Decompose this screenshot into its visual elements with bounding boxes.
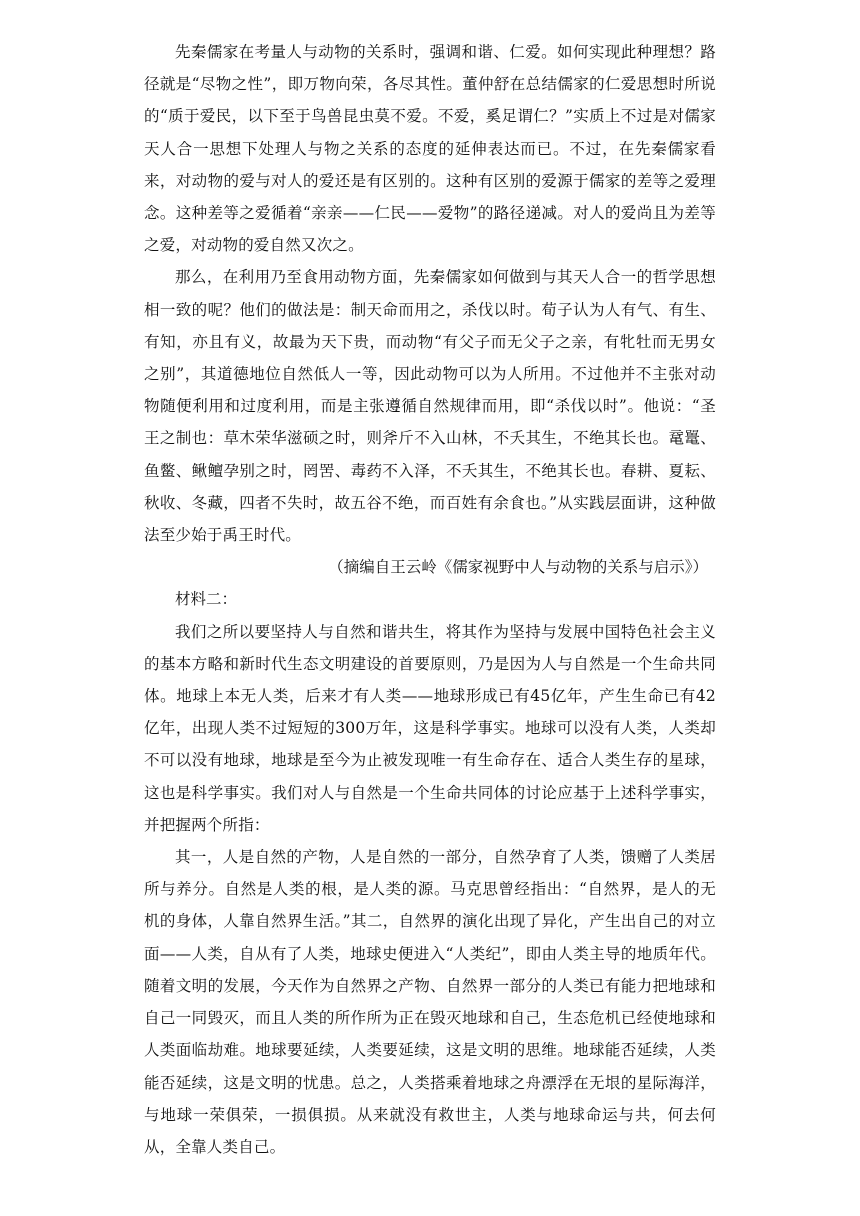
source-citation: （摘编自王云岭《儒家视野中人与动物的关系与启示》）	[328, 558, 708, 577]
material-two-heading: 材料二：	[175, 590, 238, 609]
paragraph-confucian-harmony: 先秦儒家在考量人与动物的关系时，强调和谐、仁爱。如何实现此种理想？路径就是“尽物之性”，即万物向荣，各尽其性。董仲舒在总结儒家的仁爱思想时所说的“质于爱民，以下至于鸟兽昆虫莫不爱。不爱，奚足谓仁？”实质上不过是对儒家天人合一思想下处理人与物之关系的态度的延伸表达而已。不过，在先秦儒家看来，对动物的爱与对人的爱还是有区别的。这种有区别的爱源于儒家的差等之爱理念。这种差等之爱循着“亲亲——仁民——爱物”的路径递减。对人的爱尚且为差等之爱，对动物的爱自然又次之。	[144, 43, 716, 255]
document-body	[144, 36, 716, 1163]
paragraph-life-community: 我们之所以要坚持人与自然和谐共生，将其作为坚持与发展中国特色社会主义的基本方略和新时代生态文明建设的首要原则，乃是因为人与自然是一个生命共同体。地球上本无人类，后来才有人类——地球形成已有45亿年，产生生命已有42亿年，出现人类不过短短的300万年，这是科学事实。地球可以没有人类，人类却不可以没有地球，地球是至今为止被发现唯一有生命存在、适合人类生存的星球，这也是科学事实。我们对人与自然是一个生命共同体的讨论应基于上述科学事实，并把握两个所指：	[144, 622, 716, 834]
paragraph-two-points: 其一，人是自然的产物，人是自然的一部分，自然孕育了人类，馈赠了人类居所与养分。自然是人类的根，是人类的源。马克思曾经指出：“自然界，是人的无机的身体，人靠自然界生活。”其二，自然界的演化出现了异化，产生出自己的对立面——人类，自从有了人类，地球史便进入“人类纪”，即由人类主导的地质年代。随着文明的发展，今天作为自然界之产物、自然界一部分的人类已有能力把地球和自己一同毁灭，而且人类的所作所为正在毁灭地球和自己，生态危机已经使地球和人类面临劫难。地球要延续，人类要延续，这是文明的思维。地球能否延续，人类能否延续，这是文明的忧患。总之，人类搭乘着地球之舟漂浮在无垠的星际海洋，与地球一荣俱荣，一损俱损。从来就没有救世主，人类与地球命运与共，何去何从，全靠人类自己。	[144, 848, 716, 1156]
paragraph-use-of-animals: 那么，在利用乃至食用动物方面，先秦儒家如何做到与其天人合一的哲学思想相一致的呢？他们的做法是：制天命而用之，杀伐以时。荀子认为人有气、有生、有知，亦且有义，故最为天下贵，而动物“有父子而无父子之亲，有牝牡而无男女之别”，其道德地位自然低人一等，因此动物可以为人所用。不过他并不主张对动物随便利用和过度利用，而是主张遵循自然规律而用，即“杀伐以时”。他说：“圣王之制也：草木荣华滋硕之时，则斧斤不入山林，不夭其生，不绝其长也。鼋鼍、鱼鳖、鳅鳣孕别之时，罔罟、毒药不入泽，不夭其生，不绝其长也。春耕、夏耘、秋收、冬藏，四者不失时，故五谷不绝，而百姓有余食也。”从实践层面讲，这种做法至少始于禹王时代。	[144, 268, 716, 545]
